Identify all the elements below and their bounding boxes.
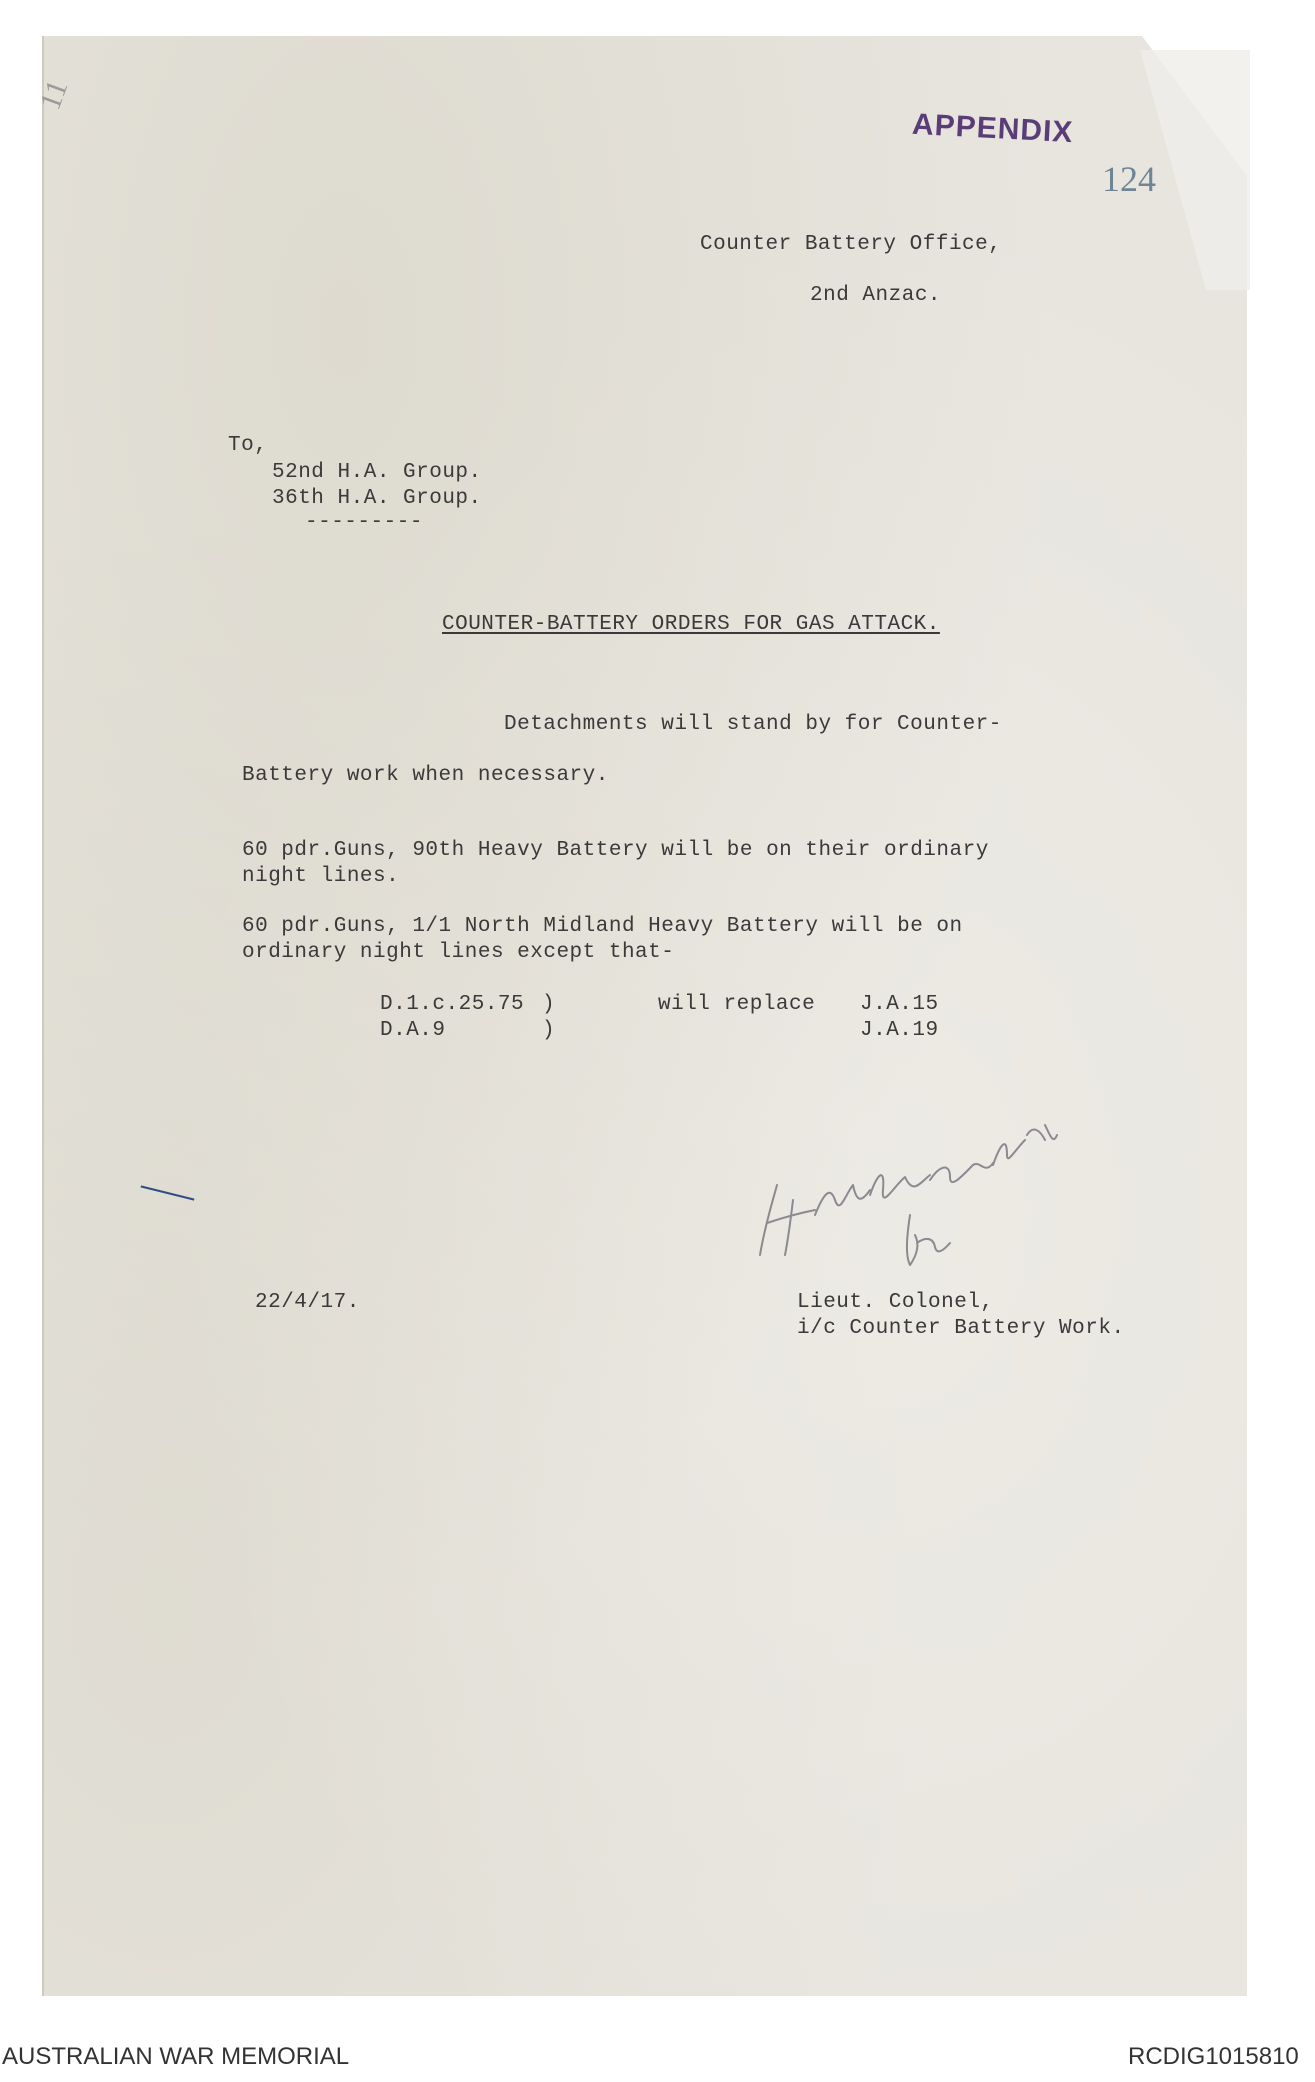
footer-catalogue-id: RCDIG1015810 xyxy=(1128,2043,1299,2070)
replacement-bracket-1: ) xyxy=(542,993,556,1016)
paragraph-1-line-1: Detachments will stand by for Counter- xyxy=(504,713,1002,736)
replacement-from-2: D.A.9 xyxy=(380,1019,446,1042)
paragraph-1-line-2: Battery work when necessary. xyxy=(242,764,609,787)
addressee-2: 36th H.A. Group. xyxy=(272,487,482,510)
appendix-stamp: APPENDIX xyxy=(911,107,1075,150)
paragraph-2-line-1: 60 pdr.Guns, 90th Heavy Battery will be on their ordinary xyxy=(242,839,989,862)
paragraph-3-line-2: ordinary night lines except that- xyxy=(242,941,675,964)
document-sheet xyxy=(42,36,1249,1996)
page-title: COUNTER-BATTERY ORDERS FOR GAS ATTACK. xyxy=(442,613,940,636)
folio-number: 124 xyxy=(1102,159,1156,199)
signatory-title: i/c Counter Battery Work. xyxy=(797,1317,1125,1340)
header-office: Counter Battery Office, xyxy=(700,233,1002,256)
to-label: To, xyxy=(228,434,268,457)
replacement-to-1: J.A.15 xyxy=(860,993,939,1016)
signatory-rank: Lieut. Colonel, xyxy=(797,1291,994,1314)
addressee-rule: --------- xyxy=(305,511,423,534)
header-unit: 2nd Anzac. xyxy=(810,284,942,307)
paragraph-2-line-2: night lines. xyxy=(242,865,400,888)
addressee-1: 52nd H.A. Group. xyxy=(272,461,482,484)
svg-text:for: for xyxy=(923,1249,925,1250)
replacement-bracket-2: ) xyxy=(542,1019,556,1042)
document-date: 22/4/17. xyxy=(255,1291,360,1314)
corner-page-number: 11 xyxy=(33,75,75,115)
replacement-to-2: J.A.19 xyxy=(860,1019,939,1042)
replacement-verb-1: will replace xyxy=(658,993,816,1016)
paragraph-3-line-1: 60 pdr.Guns, 1/1 North Midland Heavy Battery will be on xyxy=(242,915,963,938)
footer-institution: AUSTRALIAN WAR MEMORIAL xyxy=(2,2043,350,2070)
replacement-from-1: D.1.c.25.75 xyxy=(380,993,525,1016)
handwritten-signature xyxy=(745,1105,1075,1275)
